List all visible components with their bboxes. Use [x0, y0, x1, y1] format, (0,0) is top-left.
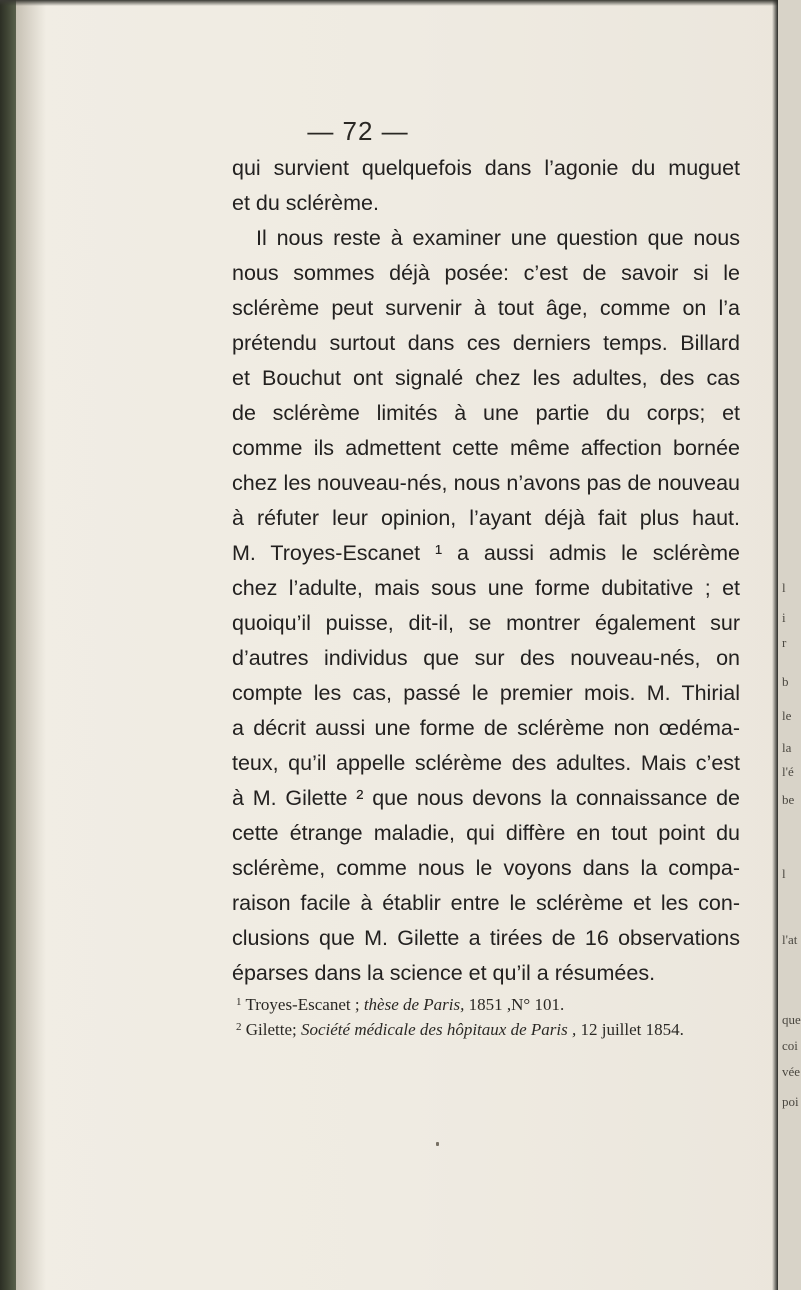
next-page-fragment: la — [782, 740, 792, 755]
next-page-fragment: l'é — [782, 764, 794, 779]
next-page-fragment: coi — [782, 1038, 798, 1053]
book-binding-edge — [0, 0, 16, 1290]
ink-speck — [436, 1142, 439, 1146]
footnote-1 — [232, 991, 752, 1016]
footnote-detail: 1851 ,N° 101. — [468, 995, 565, 1014]
text-line: teux, qu’il appelle sclérème des adultes. Mais c’est — [232, 751, 740, 775]
text-line: raison facile à établir entre le sclérème et les con- — [232, 891, 740, 915]
text-line: de sclérème limités à une partie du corps; et — [232, 401, 740, 425]
footnotes — [232, 991, 752, 1041]
next-page-fragment: l — [782, 580, 786, 595]
text-line: sclérème peut survenir à tout âge, comme on l’a — [232, 296, 740, 320]
text-line: à réfuter leur opinion, l’ayant déjà fait plus haut. — [232, 506, 740, 530]
next-page-fragment: be — [782, 792, 795, 807]
next-page-fragment: le — [782, 708, 792, 723]
text-line: sclérème, comme nous le voyons dans la compa- — [232, 856, 740, 880]
text-line: à M. Gilette ² que nous devons la connaissance de — [232, 786, 740, 810]
text-line: chez l’adulte, mais sous une forme dubitative ; et — [232, 576, 740, 600]
next-page-fragment: r — [782, 635, 787, 650]
text-line: Il nous reste à examiner une question que nous — [256, 226, 740, 250]
text-line: M. Troyes-Escanet ¹ a aussi admis le sclérème — [232, 541, 740, 565]
next-page-fragment: l — [782, 866, 786, 881]
text-line: quoiqu’il puisse, dit-il, se montrer également sur — [232, 611, 740, 635]
text-line: prétendu surtout dans ces derniers temps. Billard — [232, 331, 740, 355]
footnote-mark: 2 — [236, 1021, 242, 1033]
binding-shadow — [16, 0, 46, 1290]
footnote-detail: 12 juillet 1854. — [580, 1020, 684, 1039]
footnote-2 — [232, 1016, 752, 1041]
next-page-fragment: i — [782, 610, 786, 625]
text-line: chez les nouveau-nés, nous n’avons pas de nouveau — [232, 471, 740, 495]
body-text — [232, 151, 740, 991]
footnote-author: Troyes-Escanet ; — [245, 995, 360, 1014]
next-page-fragment: l'at — [782, 932, 798, 947]
next-page-fragment: poi — [782, 1094, 799, 1109]
text-line: a décrit aussi une forme de sclérème non œdéma- — [232, 716, 740, 740]
next-page-fragment: que — [782, 1012, 801, 1027]
footnote-author: Gilette; — [245, 1020, 297, 1039]
text-line: compte les cas, passé le premier mois. M. Thirial — [232, 681, 740, 705]
footnote-work: thèse de Paris, — [363, 995, 465, 1014]
footnote-mark: 1 — [236, 996, 242, 1008]
next-page-fragment: b — [782, 674, 789, 689]
text-line: clusions que M. Gilette a tirées de 16 observations — [232, 926, 740, 950]
page-number: — 72 — — [307, 116, 409, 146]
text-line: qui survient quelquefois dans l’agonie du muguet — [232, 156, 740, 180]
next-page-fragment: vée — [782, 1064, 801, 1079]
text-line: et du sclérème. — [232, 191, 379, 215]
text-line: d’autres individus que sur des nouveau-nés, on — [232, 646, 740, 670]
text-line: comme ils admettent cette même affection bornée — [232, 436, 740, 460]
text-line: cette étrange maladie, qui diffère en tout point du — [232, 821, 740, 845]
page-top-edge — [0, 0, 801, 6]
text-line: éparses dans la science et qu’il a résumées. — [232, 961, 656, 985]
text-line: nous sommes déjà posée: c’est de savoir si le — [232, 261, 740, 285]
footnote-work: Société médicale des hôpitaux de Paris , — [300, 1020, 577, 1039]
text-line: et Bouchut ont signalé chez les adultes, des cas — [232, 366, 740, 390]
